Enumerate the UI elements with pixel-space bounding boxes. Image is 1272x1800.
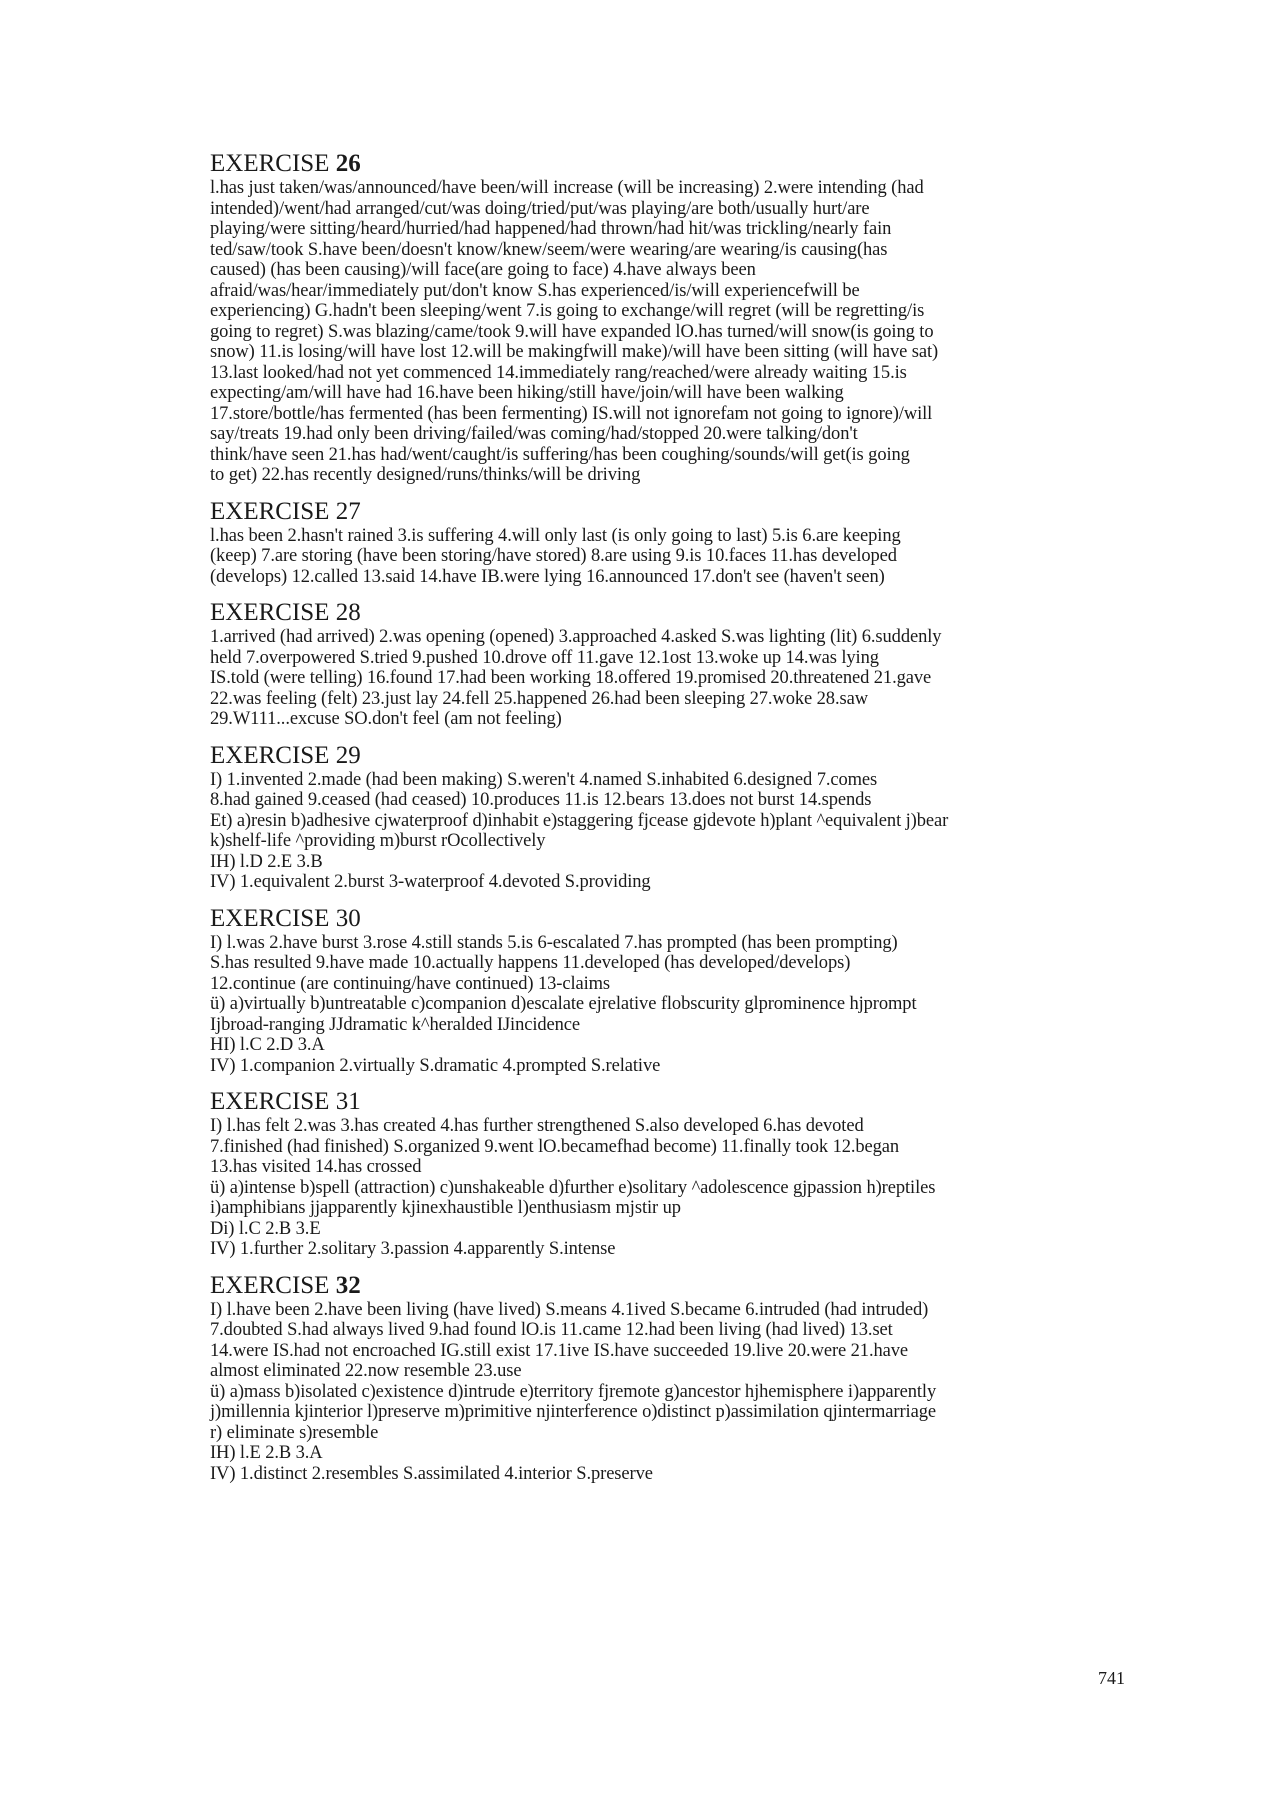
answer-line: I) l.was 2.have burst 3.rose 4.still stands 5.is 6-escalated 7.has prompted (has been prompting) bbox=[210, 932, 898, 953]
answer-line: think/have seen 21.has had/went/caught/is suffering/has been coughing/sounds/will get(is going bbox=[210, 444, 910, 465]
answer-line: ü) a)mass b)isolated c)existence d)intrude e)territory fjremote g)ancestor hjhemisphere i)apparently bbox=[210, 1381, 937, 1402]
page-number: 741 bbox=[1098, 1668, 1125, 1688]
answer-line: l.has been 2.hasn't rained 3.is suffering 4.will only last (is only going to last) 5.is 6.are keeping bbox=[210, 525, 901, 546]
answer-line: IV) 1.distinct 2.resembles S.assimilated 4.interior S.preserve bbox=[210, 1463, 653, 1484]
answer-line: afraid/was/hear/immediately put/don't know S.has experienced/is/will experiencefwill be bbox=[210, 280, 860, 301]
exercise-block bbox=[210, 498, 1130, 588]
answer-line: IS.told (were telling) 16.found 17.had been working 18.offered 19.promised 20.threatened 21.gave bbox=[210, 668, 932, 688]
answer-line: to get) 22.has recently designed/runs/thinks/will be driving bbox=[210, 465, 641, 485]
exercise-heading-label: EXERCISE bbox=[210, 599, 336, 626]
exercise-heading-label: EXERCISE bbox=[210, 1271, 336, 1299]
answer-line: (develops) 12.called 13.said 14.have IB.were lying 16.announced 17.don't see (haven't seen) bbox=[210, 566, 885, 587]
exercise-block bbox=[210, 1272, 1130, 1485]
answer-line: ü) a)virtually b)untreatable c)companion d)escalate ejrelative flobscurity glprominence hjprompt bbox=[210, 994, 917, 1014]
answer-line: expecting/am/will have had 16.have been hiking/still have/join/will have been walking bbox=[210, 383, 844, 403]
answer-line: IV) 1.equivalent 2.burst 3-waterproof 4.devoted S.providing bbox=[210, 872, 651, 892]
exercise-number: 28 bbox=[335, 599, 361, 626]
answer-line: IV) 1.further 2.solitary 3.passion 4.apparently S.intense bbox=[210, 1239, 616, 1259]
exercise-heading bbox=[210, 1272, 1130, 1300]
exercise-heading bbox=[210, 150, 1130, 178]
answer-line: I) l.have been 2.have been living (have lived) S.means 4.1ived S.became 6.intruded (had intruded) bbox=[210, 1299, 929, 1320]
exercise-heading-label: EXERCISE bbox=[210, 741, 336, 769]
answer-line: IV) 1.companion 2.virtually S.dramatic 4.prompted S.relative bbox=[210, 1055, 661, 1076]
exercise-heading-label: EXERCISE bbox=[210, 497, 336, 525]
answer-key-page bbox=[210, 150, 1130, 1496]
answer-line: 14.were IS.had not encroached IG.still exist 17.1ive IS.have succeeded 19.live 20.were 21.have bbox=[210, 1340, 908, 1361]
exercise-number: 29 bbox=[335, 741, 361, 769]
answer-line: 13.has visited 14.has crossed bbox=[210, 1157, 422, 1177]
answer-line: snow) 11.is losing/will have lost 12.will be makingfwill make)/will have been sitting (will have sat) bbox=[210, 342, 939, 362]
answer-line: HI) l.C 2.D 3.A bbox=[210, 1035, 325, 1055]
answer-line: experiencing) G.hadn't been sleeping/went 7.is going to exchange/will regret (will be regretting/is bbox=[210, 301, 925, 321]
answer-line: IH) l.D 2.E 3.B bbox=[210, 851, 323, 872]
exercise-block bbox=[210, 742, 1130, 893]
answer-line: Ijbroad-ranging JJdramatic k^heralded IJincidence bbox=[210, 1014, 581, 1035]
exercise-number: 32 bbox=[335, 1271, 361, 1299]
answer-line: almost eliminated 22.now resemble 23.use bbox=[210, 1361, 522, 1381]
answer-line: 12.continue (are continuing/have continued) 13-claims bbox=[210, 973, 611, 994]
answer-line: (keep) 7.are storing (have been storing/have stored) 8.are using 9.is 10.faces 11.has developed bbox=[210, 546, 897, 566]
exercise-heading bbox=[210, 742, 1130, 770]
answer-line: ü) a)intense b)spell (attraction) c)unshakeable d)further e)solitary ^adolescence gjpassion h)reptiles bbox=[210, 1177, 936, 1198]
answer-line: 8.had gained 9.ceased (had ceased) 10.produces 11.is 12.bears 13.does not burst 14.spends bbox=[210, 790, 872, 810]
answer-line: going to regret) S.was blazing/came/took 9.will have expanded lO.has turned/will snow(is going to bbox=[210, 321, 934, 342]
exercise-number: 26 bbox=[335, 150, 361, 177]
exercise-heading-label: EXERCISE bbox=[210, 1088, 336, 1115]
answer-line: Di) l.C 2.B 3.E bbox=[210, 1218, 321, 1239]
exercise-block bbox=[210, 905, 1130, 1077]
answer-line: 7.finished (had finished) S.organized 9.went lO.becamefhad become) 11.finally took 12.began bbox=[210, 1136, 900, 1157]
exercise-heading bbox=[210, 498, 1130, 526]
answer-line: IH) l.E 2.B 3.A bbox=[210, 1443, 323, 1463]
answer-line: j)millennia kjinterior l)preserve m)primitive njinterference o)distinct p)assimilation qjintermarriage bbox=[210, 1402, 936, 1422]
exercise-number: 27 bbox=[335, 497, 361, 525]
exercise-heading-label: EXERCISE bbox=[210, 904, 336, 932]
answer-line: 29.W111...excuse SO.don't feel (am not feeling) bbox=[210, 709, 562, 729]
answer-line: caused) (has been causing)/will face(are going to face) 4.have always been bbox=[210, 260, 756, 280]
answer-line: intended)/went/had arranged/cut/was doing/tried/put/was playing/are both/usually hurt/are bbox=[210, 198, 870, 219]
answer-line: I) l.has felt 2.was 3.has created 4.has further strengthened S.also developed 6.has devoted bbox=[210, 1116, 864, 1136]
answer-line: 13.last looked/had not yet commenced 14.immediately rang/reached/were already waiting 15.is bbox=[210, 362, 907, 383]
answer-line: I) 1.invented 2.made (had been making) S.weren't 4.named S.inhabited 6.designed 7.comes bbox=[210, 769, 878, 790]
exercise-number: 30 bbox=[335, 904, 361, 932]
answer-line: 17.store/bottle/has fermented (has been fermenting) IS.will not ignorefam not going to ignore)/will bbox=[210, 403, 933, 424]
answer-line: l.has just taken/was/announced/have been/will increase (will be increasing) 2.were intending (had bbox=[210, 178, 924, 198]
answer-line: held 7.overpowered S.tried 9.pushed 10.drove off 11.gave 12.1ost 13.woke up 14.was lying bbox=[210, 647, 879, 668]
exercise-block bbox=[210, 150, 1130, 486]
exercise-block bbox=[210, 1088, 1130, 1260]
exercise-heading bbox=[210, 905, 1130, 933]
answer-line: k)shelf-life ^providing m)burst rOcollectively bbox=[210, 831, 546, 851]
answer-line: S.has resulted 9.have made 10.actually happens 11.developed (has developed/develops) bbox=[210, 953, 851, 973]
exercise-block bbox=[210, 599, 1130, 730]
exercise-heading bbox=[210, 599, 1130, 627]
exercise-heading-label: EXERCISE bbox=[210, 150, 336, 177]
answer-line: 22.was feeling (felt) 23.just lay 24.fell 25.happened 26.had been sleeping 27.woke 28.saw bbox=[210, 688, 868, 709]
answer-line: ted/saw/took S.have been/doesn't know/knew/seem/were wearing/are wearing/is causing(has bbox=[210, 239, 888, 260]
answer-line: 7.doubted S.had always lived 9.had found lO.is 11.came 12.had been living (had lived) 13.set bbox=[210, 1320, 893, 1340]
answer-line: say/treats 19.had only been driving/failed/was coming/had/stopped 20.were talking/don't bbox=[210, 424, 858, 444]
answer-line: playing/were sitting/heard/hurried/had happened/had thrown/had hit/was trickling/nearly fain bbox=[210, 219, 892, 239]
exercise-number: 31 bbox=[335, 1088, 361, 1115]
exercise-heading bbox=[210, 1088, 1130, 1116]
answer-line: 1.arrived (had arrived) 2.was opening (opened) 3.approached 4.asked S.was lighting (lit) 6.suddenly bbox=[210, 627, 942, 647]
answer-line: r) eliminate s)resemble bbox=[210, 1422, 379, 1443]
answer-line: i)amphibians jjapparently kjinexhaustible l)enthusiasm mjstir up bbox=[210, 1198, 681, 1218]
answer-line: Et) a)resin b)adhesive cjwaterproof d)inhabit e)staggering fjcease gjdevote h)plant ^equivalent j)bear bbox=[210, 810, 949, 831]
